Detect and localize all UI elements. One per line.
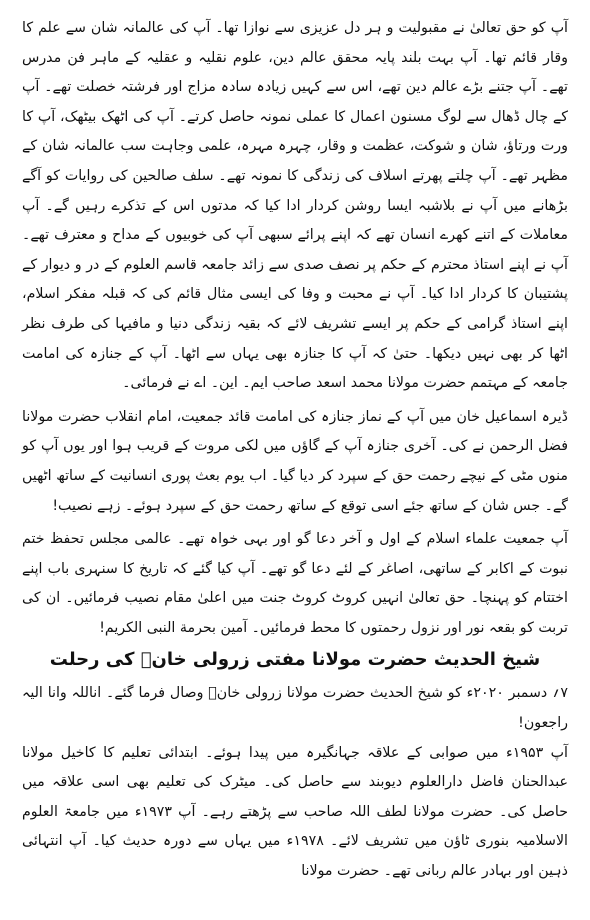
section-heading: شیخ الحدیث حضرت مولانا مفتی زرولی خانؒ کی رحلت (49, 649, 541, 671)
paragraph: ڈیرہ اسماعیل خان میں آپ کے نماز جنازہ کی امامت قائد جمعیت، امام انقلاب حضرت مولانا فضل الرحمن نے کی۔ آخری جنازہ آپ کے گاؤں میں لکی مروت کے قریب ہوا اور یوں آپ کو منوں مٹی کے نیچے رحمت حق کے سپرد کر دیا گیا۔ اب یوم بعث پوری انسانیت کے ساتھ اٹھیں گے۔ جس شان کے ساتھ جئے اسی توقع کے ساتھ رحمت حق کے سپرد ہوئے۔ زہے نصیب! (22, 408, 568, 514)
paragraph: آپ ۱۹۵۳ء میں صوابی کے علاقہ جہانگیرہ میں پیدا ہوئے۔ ابتدائی تعلیم کا کاخیل مولانا عبدالحنان فاضل دارالعلوم دیوبند سے حاصل کی۔ میٹرک کی تعلیم بھی اسی علاقہ میں حاصل کی۔ حضرت مولانا لطف اللہ صاحب سے پڑھتے رہے۔ آپ ۱۹۷۳ء میں جامعۃ العلوم الاسلامیہ بنوری ٹاؤن میں تشریف لائے۔ ۱۹۷۸ء میں یہاں سے دورہ حدیث کیا۔ آپ انتہائی ذہین اور بہادر عالم ربانی تھے۔ حضرت مولانا (22, 744, 568, 880)
paragraph: آپ جمعیت علماء اسلام کے اول و آخر دعا گو اور بہی خواہ تھے۔ عالمی مجلس تحفظ ختم نبوت کے اکابر کے ساتھی، اصاغر کے لئے دعا گو تھے۔ آپ کیا گئے کہ تاریخ کا سنہری باب اپنے اختتام کو پہنچا۔ حق تعالیٰ انہیں کروٹ کروٹ جنت میں اعلیٰ مقام نصیب فرمائیں۔ ان کی تربت کو بقعہ نور اور نزول رحمتوں کا محط فرمائیں۔ آمین بحرمة النبی الکریم! (22, 531, 568, 636)
paragraph: آپ کو حق تعالیٰ نے مقبولیت و ہر دل عزیزی سے نوازا تھا۔ آپ کی عالمانہ شان سے علم کا وقار قائم تھا۔ آپ بہت بلند پایہ محقق عالم دین، علوم نقلیہ و عقلیہ کے ماہر فن مدرس تھے۔ آپ جتنے بڑے عالم دین تھے، اس سے کہیں زیادہ سادہ مزاج اور فرشتہ خصلت تھے۔ آپ کے چال ڈھال سے لوگ مسنون اعمال کا عملی نمونہ حاصل کرتے۔ آپ کی اٹھک بیٹھک، آپ کا ورت ورتاؤ، شان و شوکت، عظمت و وقار، چہرہ مہرہ، علمی وجاہت سب عالمانہ شان کے مظہر تھے۔ آپ چلتے پھرتے اسلاف کی زندگی کا نمونہ تھے۔ سلف صالحین کی روایات کو آگے بڑھانے میں آپ نے بلاشبہ ایسا روشن کردار ادا کیا کہ مدتوں اس کے تذکرے رہیں گے۔ آپ معاملات کے اتنے کھرے انسان تھے کہ اپنے پرائے سبھی آپ کی خوبیوں کے مداح و معترف تھے۔ آپ نے اپنے استاذ محترم کے حکم پر نصف صدی سے زائد جامعہ قاسم العلوم کے در و دیوار کے پشتیبان کا کردار ادا کیا۔ آپ نے محبت و وفا کی ایسی مثال قائم کی کہ قبلہ مفکر اسلام، اپنے استاذ گرامی کے حکم پر ایسے تشریف لائے کہ بقیہ زندگی دنیا و مافیہا کی طرف نظر اٹھا کر بھی نہیں دیکھا۔ حتیٰ کہ آپ کا جنازہ بھی یہاں سے اٹھا۔ آپ کے جنازہ کی امامت جامعہ کے مہتمم حضرت مولانا محمد اسعد صاحب ایم۔ این۔ اے نے فرمائی۔ (22, 20, 568, 392)
paragraph: ۷؍ دسمبر ۲۰۲۰ء کو شیخ الحدیث حضرت مولانا زرولی خانؒ وصال فرما گئے۔ اناللہ وانا الیہ راجعون! (22, 685, 568, 732)
